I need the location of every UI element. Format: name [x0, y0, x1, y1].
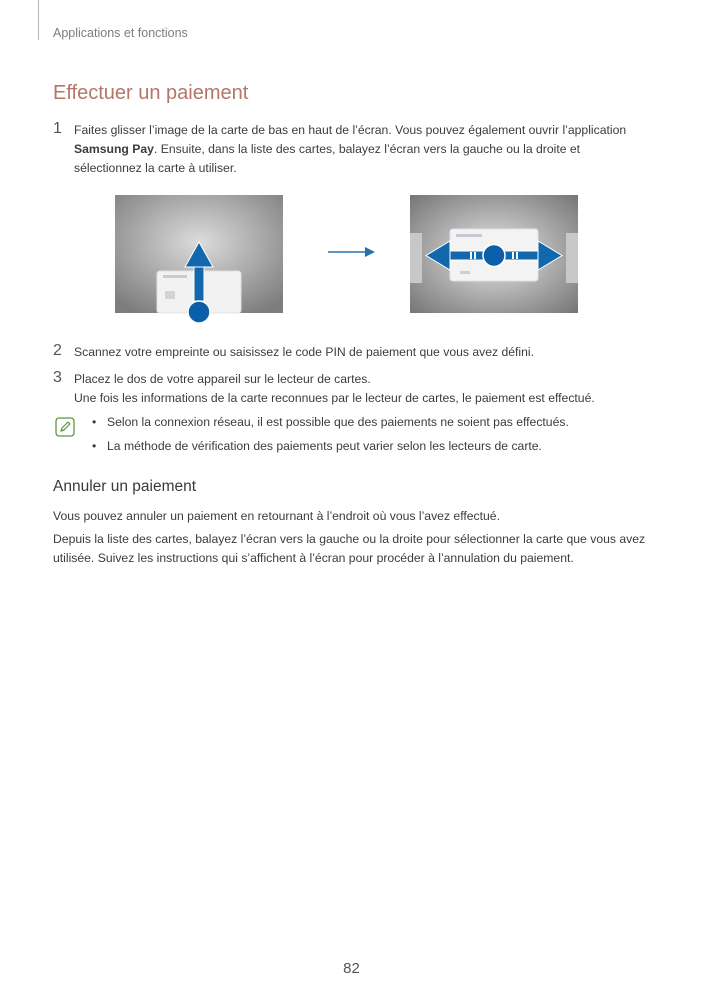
- note-item: • Selon la connexion réseau, il est possible que des paiements ne soient pas effectués.: [92, 413, 569, 437]
- note-item: • La méthode de vérification des paiements peut varier selon les lecteurs de carte.: [92, 437, 569, 461]
- note-list: [92, 413, 569, 461]
- step-number: 2: [53, 342, 62, 359]
- page-title: Effectuer un paiement: [53, 82, 249, 104]
- app-name: Samsung Pay: [74, 142, 154, 156]
- step-number: 1: [53, 120, 62, 137]
- section-title: Annuler un paiement: [53, 478, 197, 495]
- step-text-part: . Ensuite, dans la liste des cartes, balayez l’écran vers la gauche ou la droite et sélectionnez la carte à utiliser.: [74, 142, 581, 175]
- paragraph: Vous pouvez annuler un paiement en retournant à l’endroit où vous l’avez effectué.: [53, 509, 500, 523]
- step-text: [74, 121, 651, 178]
- step-text: Scannez votre empreinte ou saisissez le code PIN de paiement que vous avez défini.: [74, 345, 535, 359]
- step-text-line: Placez le dos de votre appareil sur le lecteur de cartes.: [74, 372, 371, 386]
- paragraph: Depuis la liste des cartes, balayez l’écran vers la gauche ou la droite pour sélectionner la carte que vous avez utilisée. Suivez les instructions qui s’affichent à l’écran pour procéder à l’annulation du paiement.: [53, 532, 646, 565]
- step-2: [53, 343, 651, 362]
- step-text-part: Faites glisser l’image de la carte de bas en haut de l’écran. Vous pouvez également ouvrir l’application: [74, 123, 627, 137]
- page-number: 82: [343, 960, 360, 977]
- note-pencil-icon: [55, 417, 75, 437]
- next-step-arrow-icon: [327, 245, 375, 259]
- swipe-left-right-illustration: [410, 195, 578, 313]
- swipe-horizontal-arrow-icon: [426, 241, 562, 270]
- step-number: 3: [53, 369, 62, 386]
- step-3: [53, 370, 651, 408]
- step-text: [74, 370, 651, 408]
- swipe-up-illustration: [115, 195, 283, 313]
- step-text-line: Une fois les informations de la carte reconnues par le lecteur de cartes, le paiement est effectué.: [74, 391, 595, 405]
- header-rule: [38, 0, 39, 40]
- section-header: Applications et fonctions: [53, 26, 188, 40]
- step-1: [53, 121, 651, 178]
